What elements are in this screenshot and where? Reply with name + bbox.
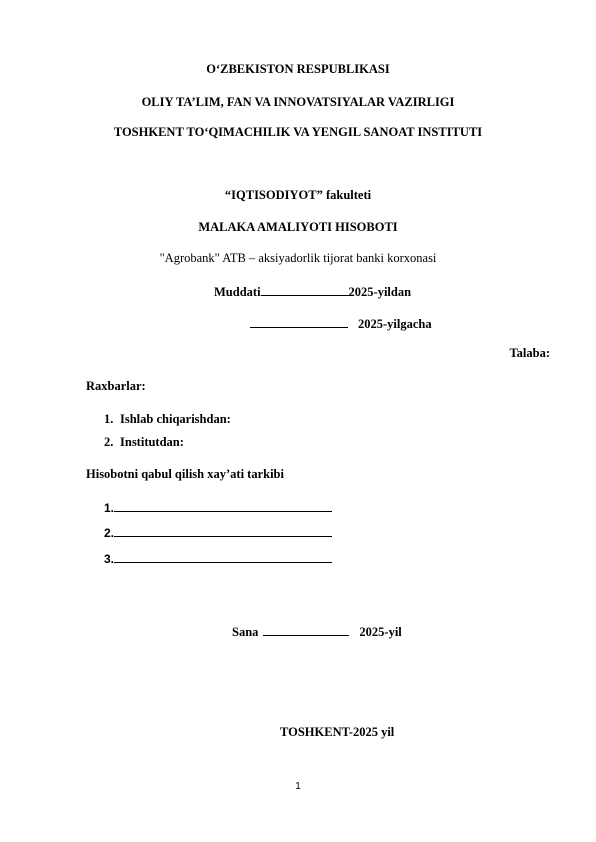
supervisor-item-institute: 2. Institutdan: <box>104 435 184 449</box>
supervisor-item-production: 1. Ishlab chiqarishdan: <box>104 412 231 426</box>
commission-blank-3 <box>114 551 332 563</box>
period-to-line <box>250 315 432 332</box>
faculty-title: “IQTISODIYOT” fakulteti <box>224 188 372 202</box>
date-suffix: 2025-yil <box>359 625 402 639</box>
commission-member-1: 1. <box>104 500 332 516</box>
period-from-line <box>214 283 411 300</box>
date-line <box>232 623 402 640</box>
period-label: Muddati <box>214 285 261 299</box>
page-number: 1 <box>295 781 301 792</box>
period-from-blank <box>261 283 349 296</box>
period-from-suffix: 2025-yildan <box>348 285 412 299</box>
commission-blank-1 <box>114 500 332 512</box>
commission-blank-2 <box>114 525 332 537</box>
commission-member-3: 3. <box>104 551 332 567</box>
institute-title: TOSHKENT TO‘QIMACHILIK VA YENGIL SANOAT INSTITUTI <box>113 125 483 139</box>
report-title: MALAKA AMALIYOTI HISOBOTI <box>198 220 398 234</box>
date-blank <box>263 623 349 636</box>
organization-name: "Agrobank" ATB – aksiyadorlik tijorat banki korxonasi <box>159 251 437 265</box>
city-year: TOSHKENT-2025 yil <box>280 725 395 739</box>
commission-label: Hisobotni qabul qilish xay’ati tarkibi <box>86 467 284 481</box>
commission-member-2: 2. <box>104 525 332 541</box>
ministry-title: OLIY TA’LIM, FAN VA INNOVATSIYALAR VAZIRLIGI <box>141 95 455 109</box>
student-label: Talaba: <box>509 346 550 360</box>
supervisors-label: Raxbarlar: <box>86 379 146 393</box>
period-to-suffix: 2025-yilgacha <box>358 317 432 331</box>
republic-title: O‘ZBEKISTON RESPUBLIKASI <box>206 62 390 76</box>
period-to-blank <box>250 315 348 328</box>
date-label: Sana <box>232 625 259 639</box>
